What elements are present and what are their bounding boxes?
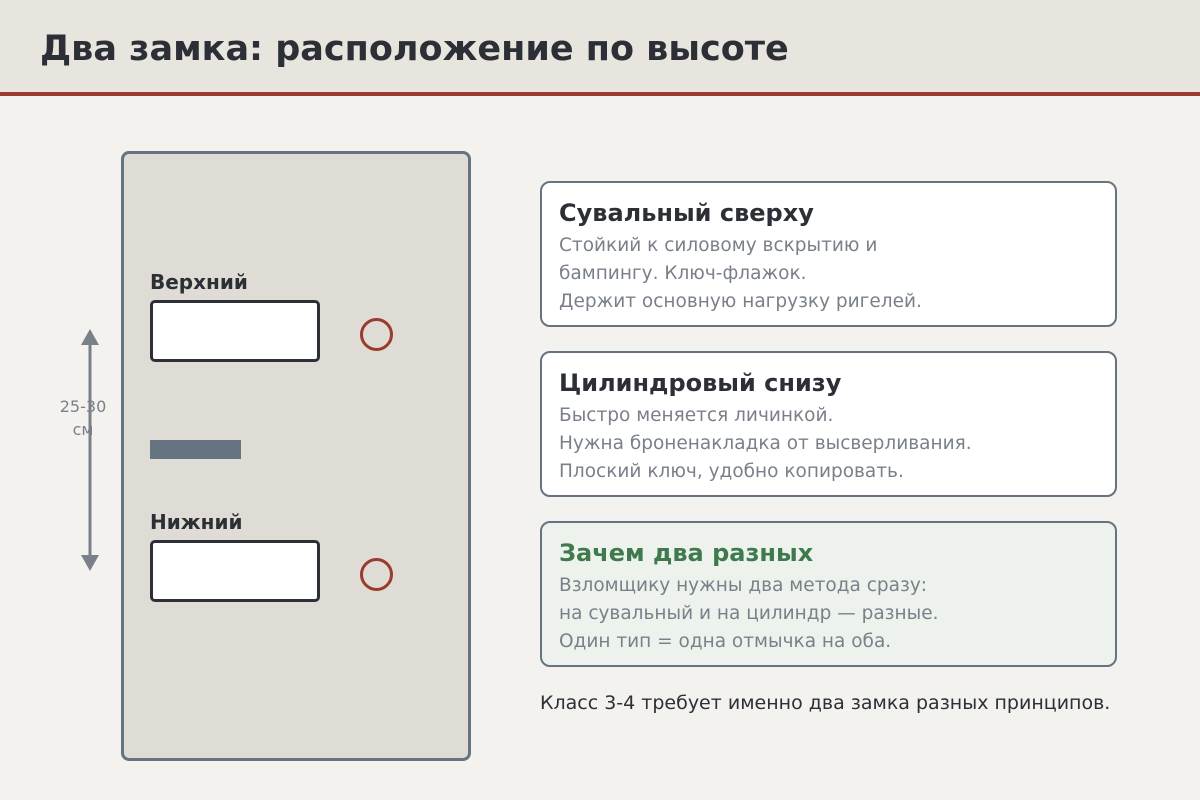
card-line: Нужна броненакладка от высверливания. xyxy=(559,433,972,454)
card-line: Быстро меняется личинкой. xyxy=(559,405,834,426)
footnote: Класс 3-4 требует именно два замка разных принципов. xyxy=(540,692,1111,714)
card-why-two-different xyxy=(540,521,1117,667)
upper-lock-label: Верхний xyxy=(150,270,248,294)
card-title: Цилиндровый снизу xyxy=(559,369,842,397)
upper-keyhole-icon xyxy=(360,318,393,351)
distance-label: 25-30 см xyxy=(59,397,107,439)
lower-keyhole-icon xyxy=(360,558,393,591)
card-lever-lock xyxy=(540,181,1117,327)
card-line: бампингу. Ключ-флажок. xyxy=(559,263,807,284)
distance-arrow-icon xyxy=(72,325,108,575)
page-title: Два замка: расположение по высоте xyxy=(40,29,789,69)
lower-lock-label: Нижний xyxy=(150,510,243,534)
card-title: Зачем два разных xyxy=(559,539,814,567)
header xyxy=(0,0,1200,96)
card-line: Взломщику нужны два метода сразу: xyxy=(559,575,927,596)
card-line: Держит основную нагрузку ригелей. xyxy=(559,291,922,312)
lower-lock-body xyxy=(150,540,320,602)
card-title: Сувальный сверху xyxy=(559,199,814,227)
card-line: Стойкий к силовому вскрытию и xyxy=(559,235,878,256)
door-handle xyxy=(150,440,241,459)
card-line: на сувальный и на цилиндр — разные. xyxy=(559,603,939,624)
card-cylinder-lock xyxy=(540,351,1117,497)
card-line: Один тип = одна отмычка на оба. xyxy=(559,631,892,652)
card-line: Плоский ключ, удобно копировать. xyxy=(559,461,904,482)
upper-lock-body xyxy=(150,300,320,362)
